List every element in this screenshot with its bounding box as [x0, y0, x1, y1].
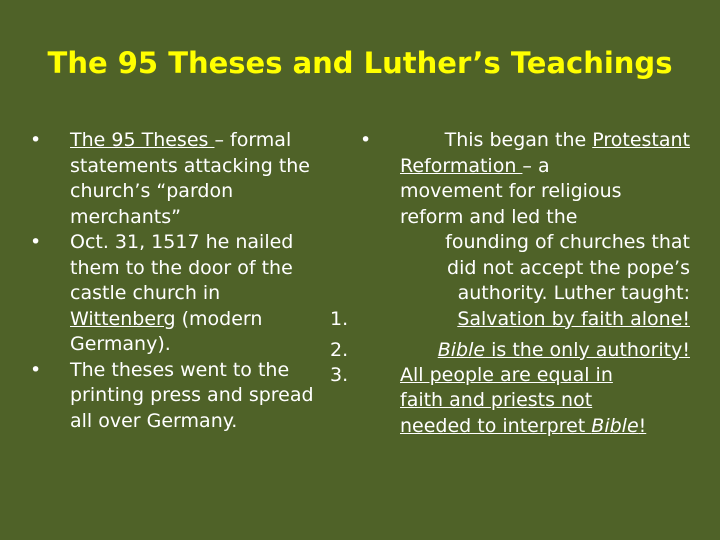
bullet-line	[70, 128, 350, 154]
bullet-line: merchants”	[70, 205, 181, 228]
bullet-reformation	[360, 128, 690, 307]
bullet-glyph: •	[30, 231, 42, 253]
item-text-rest: is the only authority!	[485, 339, 690, 361]
item-number: 1.	[330, 307, 349, 330]
item-number: 3.	[330, 363, 349, 386]
bullet-line: church’s “pardon	[70, 180, 234, 202]
bullet-text: – a	[522, 154, 550, 177]
bullet-glyph: •	[30, 358, 42, 381]
right-column	[330, 128, 690, 439]
bible-emphasis: Bible	[591, 414, 639, 437]
term-protestant: Protestant	[592, 129, 690, 151]
bullet-line: castle church in	[70, 282, 221, 304]
bullet-printing-press	[30, 358, 350, 435]
item-text: Salvation by faith alone!	[457, 307, 690, 330]
bullet-line	[400, 128, 690, 154]
item-line	[400, 414, 690, 440]
bullet-line: Germany).	[70, 333, 171, 355]
bullet-text: This began the	[444, 129, 593, 151]
bullet-line: all over Germany.	[70, 409, 238, 432]
item-number: 2.	[330, 339, 349, 361]
bullet-line	[400, 154, 690, 180]
item-text-end: !	[638, 414, 647, 437]
bullet-line: printing press and spread	[70, 384, 314, 406]
bullet-line: The theses went to the	[70, 358, 290, 381]
item-text: needed to interpret	[400, 414, 592, 437]
item-line: faith and priests not	[400, 389, 593, 411]
bullet-line: Oct. 31, 1517 he nailed	[70, 231, 294, 253]
bullet-95-theses	[30, 128, 350, 230]
item-line: All people are equal in	[400, 363, 613, 386]
bullet-glyph: •	[360, 129, 372, 151]
bullet-line: founding of churches that	[445, 231, 690, 253]
bullet-text: (modern	[175, 307, 263, 330]
bullet-line: movement for religious	[400, 180, 622, 202]
bullet-line: did not accept the pope’s	[447, 256, 690, 279]
bullet-line: statements attacking the	[70, 154, 310, 177]
bible-emphasis: Bible	[437, 339, 486, 361]
numbered-item-bible	[330, 338, 690, 364]
term-wittenberg: Wittenberg	[70, 307, 176, 330]
bullet-oct-31	[30, 230, 350, 358]
slide-title: The 95 Theses and Luther’s Teachings	[47, 46, 673, 80]
bullet-glyph: •	[30, 129, 42, 151]
bullet-line: reform and led the	[400, 205, 578, 228]
bullet-line: authority. Luther taught:	[457, 282, 690, 304]
numbered-item-salvation	[330, 307, 690, 333]
term-reformation: Reformation	[400, 154, 523, 177]
bullet-text: – formal	[214, 129, 292, 151]
term-95-theses: The 95 Theses	[70, 129, 215, 151]
item-text	[438, 339, 690, 361]
bullet-line	[70, 307, 350, 333]
bullet-line: them to the door of the	[70, 256, 293, 279]
left-column	[30, 128, 350, 434]
numbered-item-equal	[330, 363, 690, 440]
